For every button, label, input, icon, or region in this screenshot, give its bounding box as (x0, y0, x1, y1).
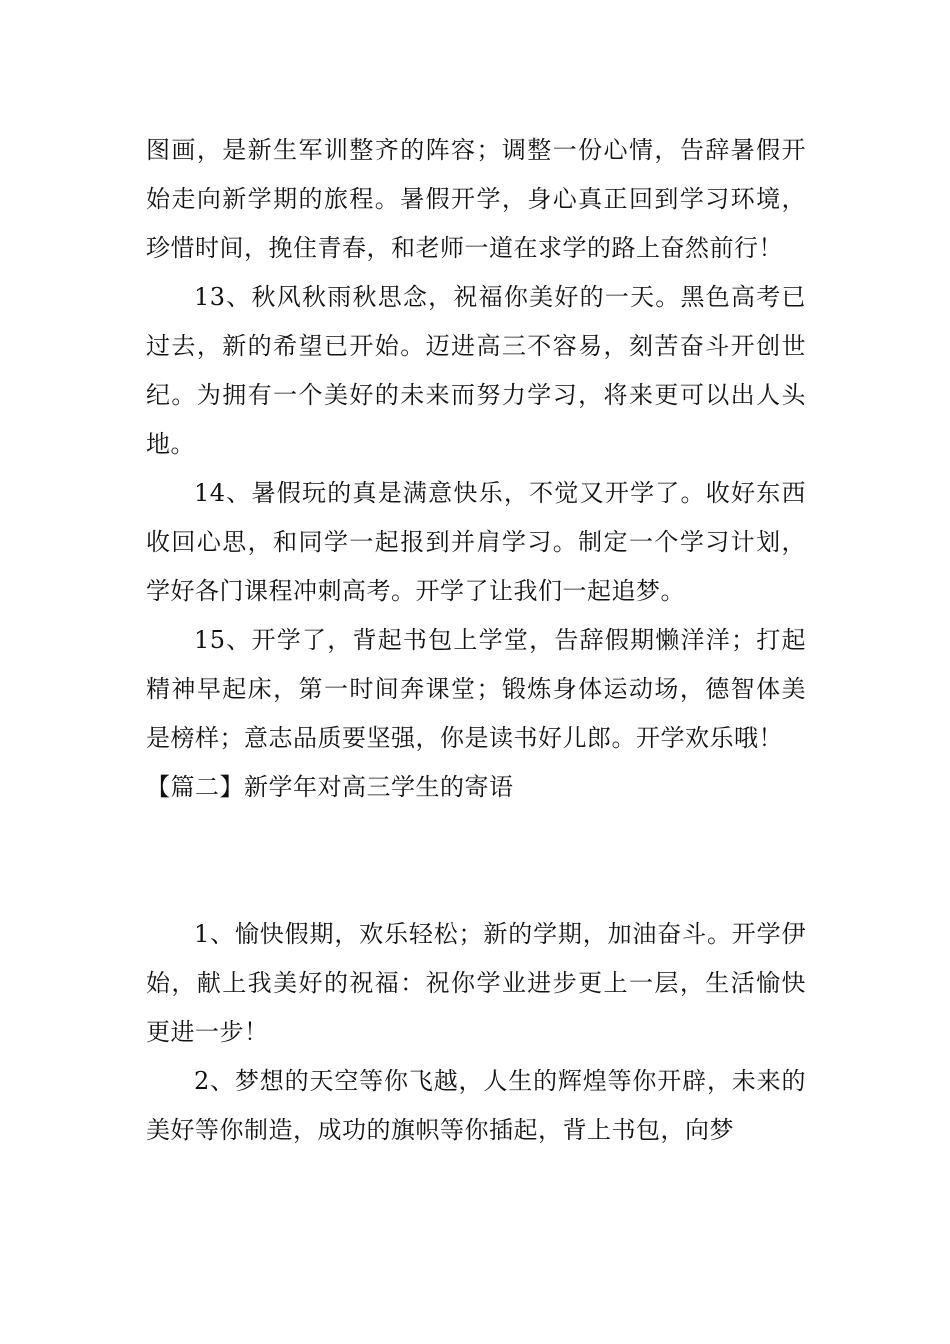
document-body (146, 126, 806, 1155)
paragraph-item-1: 1、愉快假期，欢乐轻松；新的学期，加油奋斗。开学伊始，献上我美好的祝福：祝你学业进步更上一层，生活愉快更进一步！ (146, 920, 806, 1046)
section-heading: 【篇二】新学年对高三学生的寄语 (146, 773, 514, 801)
paragraph-continuation: 图画，是新生军训整齐的阵容；调整一份心情，告辞暑假开始走向新学期的旅程。暑假开学，身心真正回到学习环境，珍惜时间，挽住青春，和老师一道在求学的路上奋然前行！ (146, 136, 806, 262)
paragraph-item-14: 14、暑假玩的真是满意快乐，不觉又开学了。收好东西收回心思，和同学一起报到并肩学习。制定一个学习计划，学好各门课程冲刺高考。开学了让我们一起追梦。 (146, 479, 806, 605)
section-spacer (146, 812, 806, 910)
paragraph-item-2: 2、梦想的天空等你飞越，人生的辉煌等你开辟，未来的美好等你制造，成功的旗帜等你插起，背上书包，向梦 (146, 1067, 806, 1144)
paragraph-item-15: 15、开学了，背起书包上学堂，告辞假期懒洋洋；打起精神早起床，第一时间奔课堂；锻炼身体运动场，德智体美是榜样；意志品质要坚强，你是读书好儿郎。开学欢乐哦！ (146, 626, 806, 752)
paragraph-item-13: 13、秋风秋雨秋思念，祝福你美好的一天。黑色高考已过去，新的希望已开始。迈进高三不容易，刻苦奋斗开创世纪。为拥有一个美好的未来而努力学习，将来更可以出人头地。 (146, 283, 806, 458)
